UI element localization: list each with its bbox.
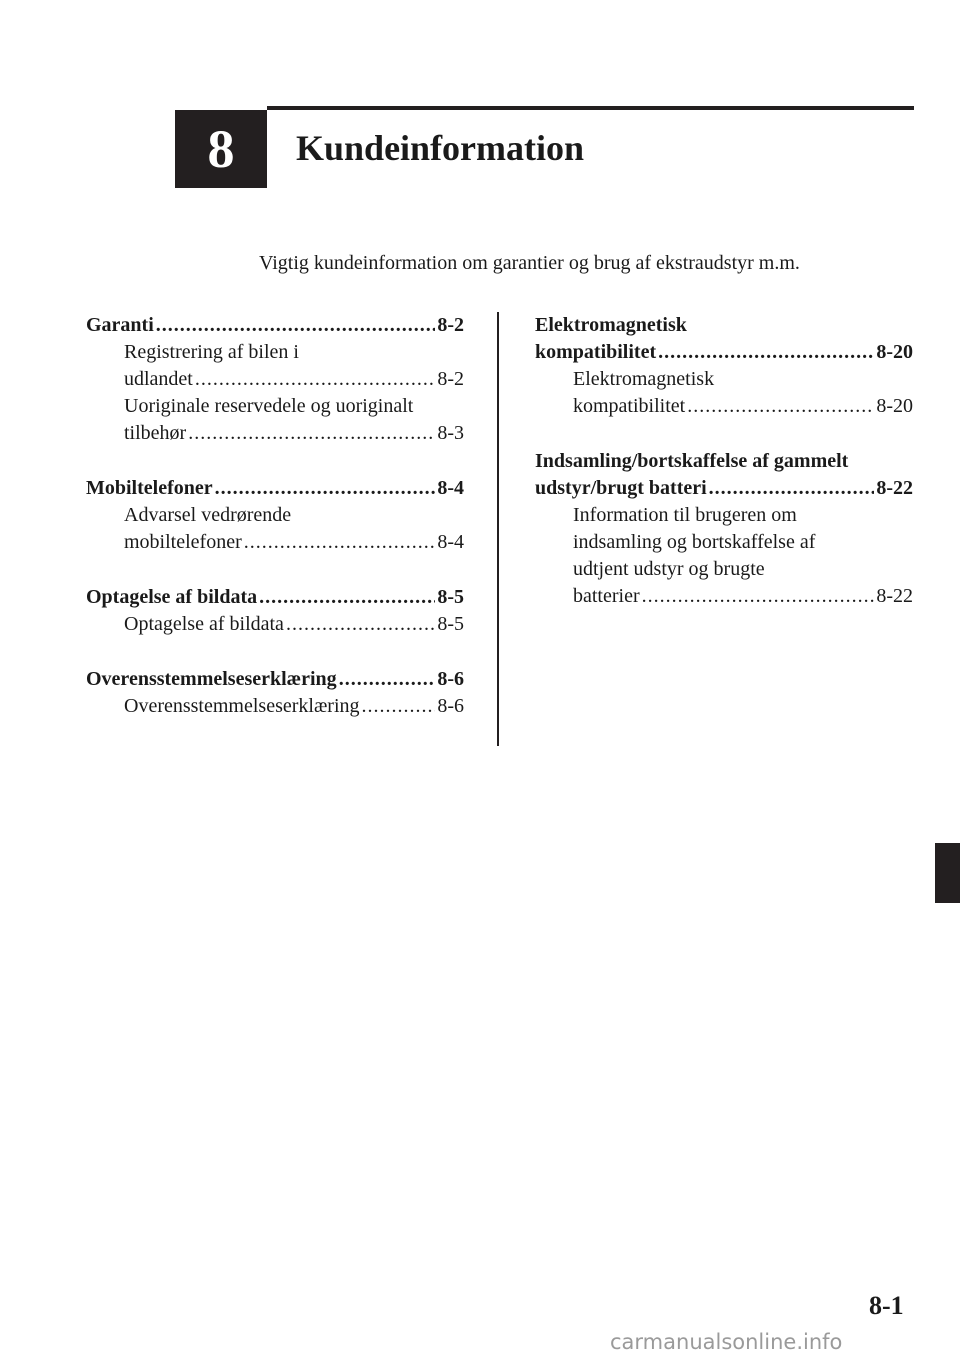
dot-leader bbox=[642, 583, 875, 610]
toc-subentry-text: udtjent udstyr og brugte bbox=[573, 558, 765, 580]
toc-subentry-title: kompatibilitet bbox=[573, 395, 686, 417]
chapter-number-badge: 8 bbox=[175, 110, 267, 188]
dot-leader bbox=[259, 584, 435, 611]
toc-subentry-page: 8-20 bbox=[876, 395, 913, 417]
title-rule bbox=[267, 106, 914, 110]
toc-subentry-title: tilbehør bbox=[124, 422, 187, 444]
toc-entry-title: kompatibilitet bbox=[535, 341, 657, 363]
toc-entry[interactable] bbox=[86, 666, 464, 693]
toc-section-garanti bbox=[86, 312, 464, 447]
toc-subentry[interactable] bbox=[86, 420, 464, 447]
toc-subentry[interactable] bbox=[535, 393, 913, 420]
toc-entry-page: 8-20 bbox=[876, 341, 913, 363]
toc-subentry[interactable] bbox=[86, 366, 464, 393]
toc-subentry-page: 8-6 bbox=[437, 695, 464, 717]
toc-entry[interactable] bbox=[86, 312, 464, 339]
dot-leader bbox=[687, 393, 874, 420]
column-divider bbox=[497, 312, 499, 746]
toc-subentry-text: Information til brugeren om bbox=[573, 504, 797, 526]
dot-leader bbox=[156, 312, 436, 339]
toc-subentry-page: 8-4 bbox=[437, 531, 464, 553]
toc-left-column bbox=[86, 312, 464, 748]
toc-right-column bbox=[535, 312, 913, 638]
toc-subentry-page: 8-22 bbox=[876, 585, 913, 607]
toc-entry[interactable] bbox=[535, 475, 913, 502]
toc-subentry[interactable] bbox=[86, 611, 464, 638]
toc-subentry-title: udlandet bbox=[124, 368, 193, 390]
toc-entry-page: 8-22 bbox=[876, 477, 913, 499]
toc-section-overensstemmelse bbox=[86, 666, 464, 720]
toc-entry-title-line: Elektromagnetisk bbox=[535, 314, 687, 336]
chapter-tab-marker bbox=[935, 843, 960, 903]
toc-subentry-title: Overensstemmelseserklæring bbox=[124, 695, 360, 717]
watermark: carmanualsonline.info bbox=[610, 1330, 843, 1354]
dot-leader bbox=[244, 529, 436, 556]
toc-section-indsamling bbox=[535, 448, 913, 610]
dot-leader bbox=[339, 666, 436, 693]
toc-entry-title: udstyr/brugt batteri bbox=[535, 477, 707, 499]
toc-subentry-text: Advarsel vedrørende bbox=[124, 504, 292, 526]
toc-entry-page: 8-5 bbox=[437, 586, 464, 608]
toc-entry[interactable] bbox=[535, 339, 913, 366]
dot-leader bbox=[286, 611, 435, 638]
toc-entry-title-line: Indsamling/bortskaffelse af gammelt bbox=[535, 450, 849, 472]
toc-subentry-text: Registrering af bilen i bbox=[124, 341, 299, 363]
toc-entry-title: Optagelse af bildata bbox=[86, 586, 258, 608]
toc-entry-page: 8-4 bbox=[437, 477, 464, 499]
toc-subentry-text: Uoriginale reservedele og uoriginalt bbox=[124, 395, 414, 417]
dot-leader bbox=[362, 693, 436, 720]
toc-subentry-page: 8-5 bbox=[437, 613, 464, 635]
toc-entry[interactable] bbox=[86, 584, 464, 611]
toc-entry-page: 8-2 bbox=[437, 314, 464, 336]
toc-subentry-page: 8-3 bbox=[437, 422, 464, 444]
toc-entry-title: Garanti bbox=[86, 314, 154, 336]
toc-subentry-page: 8-2 bbox=[437, 368, 464, 390]
toc-subentry-text: Elektromagnetisk bbox=[573, 368, 715, 390]
dot-leader bbox=[215, 475, 436, 502]
toc-subentry[interactable] bbox=[535, 583, 913, 610]
toc-section-elektromagnetisk bbox=[535, 312, 913, 420]
toc-section-optagelse bbox=[86, 584, 464, 638]
toc-subentry-title: mobiltelefoner bbox=[124, 531, 242, 553]
toc-entry[interactable] bbox=[86, 475, 464, 502]
toc-entry-title: Mobiltelefoner bbox=[86, 477, 213, 499]
dot-leader bbox=[658, 339, 874, 366]
toc-subentry-title: batterier bbox=[573, 585, 640, 607]
page-number: 8-1 bbox=[869, 1291, 904, 1320]
chapter-subtitle: Vigtig kundeinformation om garantier og brug af ekstraudstyr m.m. bbox=[259, 252, 800, 274]
toc-subentry[interactable] bbox=[86, 529, 464, 556]
dot-leader bbox=[709, 475, 875, 502]
toc-subentry-title: Optagelse af bildata bbox=[124, 613, 284, 635]
dot-leader bbox=[188, 420, 435, 447]
toc-entry-page: 8-6 bbox=[437, 668, 464, 690]
chapter-title: Kundeinformation bbox=[296, 128, 585, 168]
toc-subentry[interactable] bbox=[86, 693, 464, 720]
toc-section-mobiltelefoner bbox=[86, 475, 464, 556]
toc-entry-title: Overensstemmelseserklæring bbox=[86, 668, 337, 690]
toc-subentry-text: indsamling og bortskaffelse af bbox=[573, 531, 816, 553]
dot-leader bbox=[195, 366, 435, 393]
